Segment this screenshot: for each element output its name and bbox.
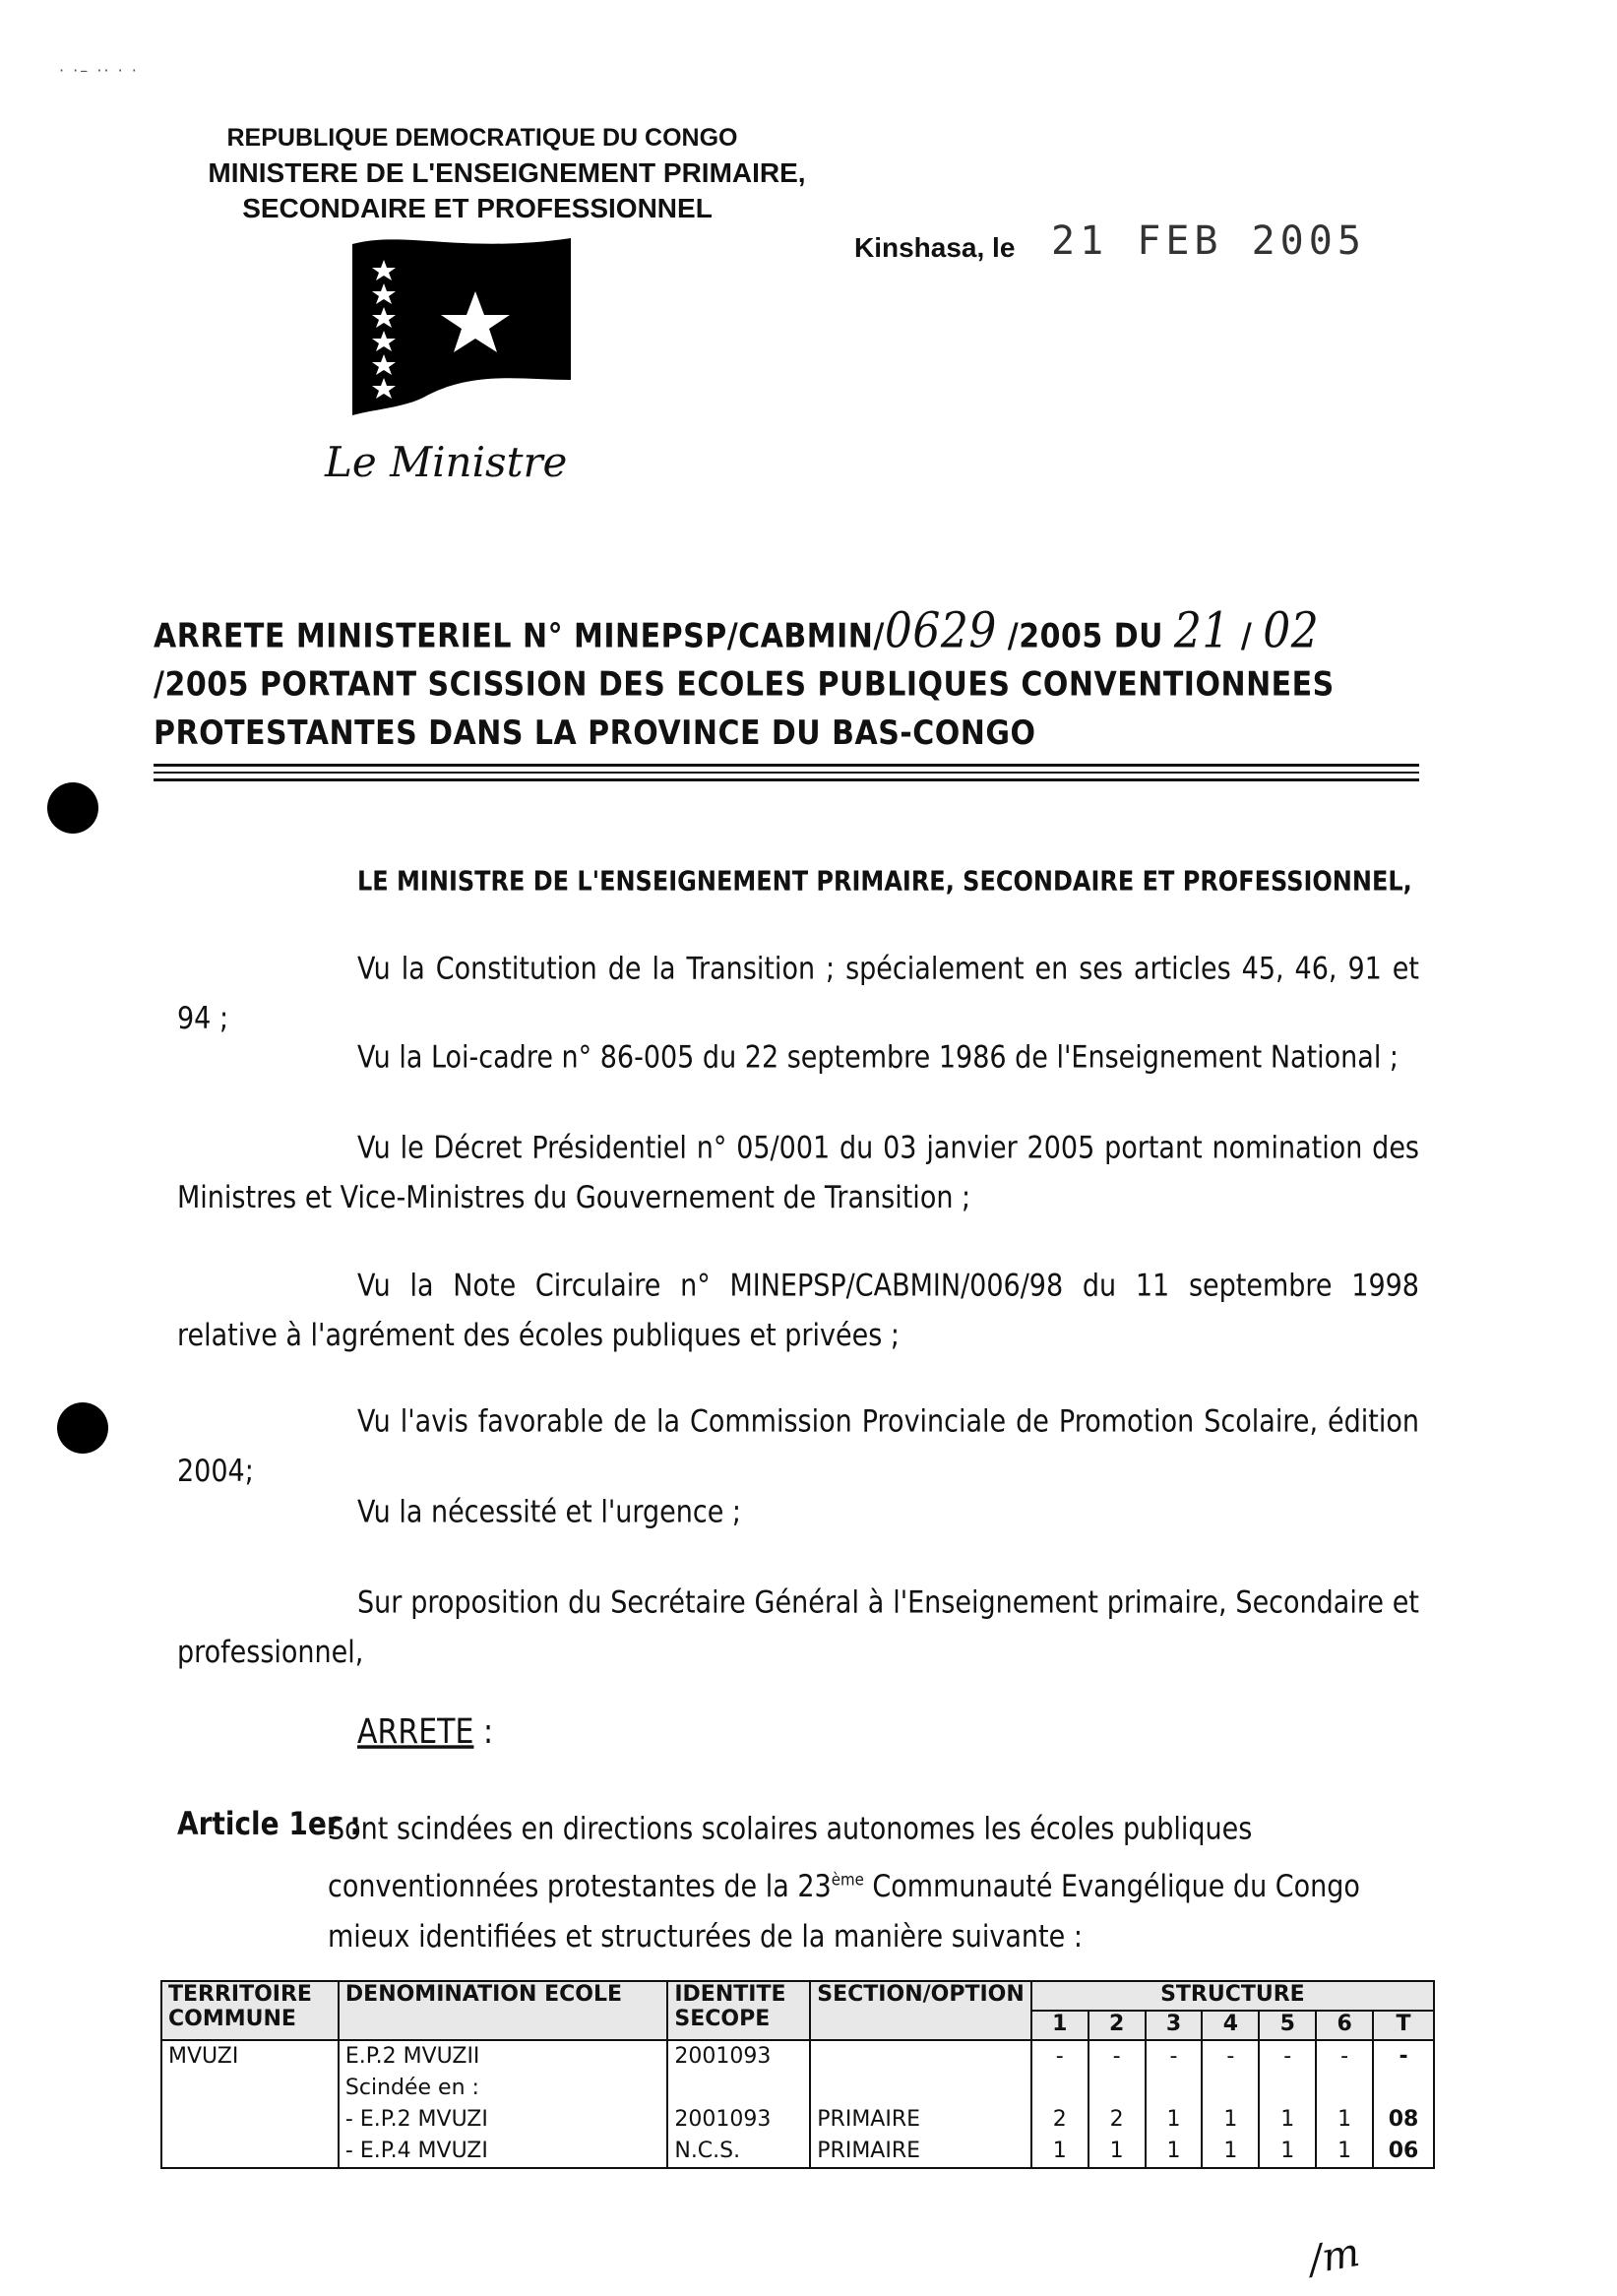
divider-line bbox=[154, 778, 1419, 781]
cell-level bbox=[1146, 2040, 1203, 2168]
col-header-level: 4 bbox=[1202, 2011, 1259, 2040]
table-body bbox=[161, 2040, 1434, 2168]
cell-total bbox=[1373, 2040, 1434, 2168]
col-header-level: 1 bbox=[1031, 2011, 1088, 2040]
cell-level bbox=[1202, 2040, 1259, 2168]
decree-month-handwritten: 02 bbox=[1263, 602, 1320, 659]
cell-section-line bbox=[817, 2041, 1025, 2073]
decree-title bbox=[154, 602, 1423, 758]
header-ministry-cont: SECONDAIRE ET PROFESSIONNEL bbox=[242, 193, 713, 223]
col-header-level: 6 bbox=[1316, 2011, 1373, 2040]
cell-level-line: 1 bbox=[1280, 2107, 1295, 2132]
considerant-4: Vu la Note Circulaire n° MINEPSP/CABMIN/006/98 du 11 septembre 1998 relative à l'agrément des écoles publiques et privées ; bbox=[177, 1268, 1419, 1354]
date-stamp: 21 FEB 2005 bbox=[1051, 218, 1366, 264]
cell-total-line: 06 bbox=[1388, 2139, 1419, 2163]
arrete-colon: : bbox=[473, 1712, 494, 1753]
decree-title-suffix: /2005 PORTANT SCISSION DES ECOLES PUBLIQUES CONVENTIONNEES PROTESTANTES DANS LA PROVINCE DU BAS-CONGO bbox=[154, 665, 1335, 753]
cell-level bbox=[1088, 2040, 1146, 2168]
cell-section-line: PRIMAIRE bbox=[817, 2107, 921, 2132]
decree-title-mid: /2005 DU bbox=[996, 617, 1174, 656]
cell-territoire bbox=[161, 2040, 339, 2168]
cell-level-line: 2 bbox=[1052, 2107, 1067, 2132]
minister-heading: LE MINISTRE DE L'ENSEIGNEMENT PRIMAIRE, SECONDAIRE ET PROFESSIONNEL, bbox=[357, 865, 1412, 898]
cell-identite-line: 2001093 bbox=[674, 2107, 772, 2132]
considerant-1: Vu la Constitution de la Transition ; spécialement en ses articles 45, 46, 91 et 94 ; bbox=[177, 951, 1419, 1037]
cell-identite-line: 2001093 bbox=[674, 2044, 772, 2069]
cell-level-line bbox=[1209, 2073, 1252, 2104]
punch-hole bbox=[57, 1402, 108, 1454]
decree-title-prefix: ARRETE MINISTERIEL N° MINEPSP/CABMIN/ bbox=[154, 617, 885, 656]
header-ministry: MINISTERE DE L'ENSEIGNEMENT PRIMAIRE, bbox=[208, 157, 806, 188]
cell-level-line: - bbox=[1055, 2044, 1064, 2069]
cell-level-line: 1 bbox=[1166, 2139, 1181, 2163]
col-header-identite: IDENTITE SECOPE bbox=[667, 1981, 810, 2040]
cell-level-line: 1 bbox=[1337, 2139, 1352, 2163]
considerant-2: Vu la Loi-cadre n° 86-005 du 22 septembre 1986 de l'Enseignement National ; bbox=[357, 1039, 1399, 1076]
decree-day-handwritten: 21 bbox=[1173, 602, 1230, 659]
cell-denomination-line: - E.P.4 MVUZI bbox=[344, 2139, 488, 2163]
cell-section-line: PRIMAIRE bbox=[817, 2139, 921, 2163]
school-structure-table bbox=[160, 1980, 1435, 2169]
flag-emblem-icon bbox=[344, 232, 576, 419]
cell-level bbox=[1259, 2040, 1316, 2168]
cell-level-line: - bbox=[1226, 2044, 1235, 2069]
considerant-3: Vu le Décret Présidentiel n° 05/001 du 03 janvier 2005 portant nomination des Ministres et Vice-Ministres du Gouvernement de Transition ; bbox=[177, 1130, 1419, 1216]
scan-artifact: · ·– ·· · · bbox=[59, 61, 139, 80]
cell-level-line bbox=[1038, 2073, 1082, 2104]
col-header-level: 3 bbox=[1146, 2011, 1203, 2040]
article-text bbox=[328, 1805, 1420, 1962]
cell-total-line bbox=[1380, 2073, 1427, 2104]
cell-total-line: - bbox=[1399, 2044, 1408, 2069]
punch-hole bbox=[47, 782, 98, 834]
considerant-6: Vu la nécessité et l'urgence ; bbox=[357, 1494, 741, 1530]
cell-level bbox=[1031, 2040, 1088, 2168]
place-label: Kinshasa, le bbox=[854, 232, 1016, 263]
article-text-part2: Communauté Evangélique du Congo mieux identifiées et structurées de la manière suivante : bbox=[328, 1869, 1360, 1955]
article-text-part1: Sont scindées en directions scolaires autonomes les écoles publiques conventionnées protestantes de la 23 bbox=[328, 1811, 1253, 1905]
cell-level-line: 1 bbox=[1166, 2107, 1181, 2132]
cell-level-line: 1 bbox=[1223, 2107, 1238, 2132]
cell-denomination bbox=[339, 2040, 667, 2168]
cell-level-line: 1 bbox=[1223, 2139, 1238, 2163]
proposal-clause: Sur proposition du Secrétaire Général à l'Enseignement primaire, Secondaire et professionnel, bbox=[177, 1584, 1419, 1671]
cell-level-line: - bbox=[1340, 2044, 1349, 2069]
cell-level-line: 2 bbox=[1109, 2107, 1124, 2132]
col-header-level: 5 bbox=[1259, 2011, 1316, 2040]
considerant-5: Vu l'avis favorable de la Commission Provinciale de Promotion Scolaire, édition 2004; bbox=[177, 1403, 1419, 1490]
signatory-title: Le Ministre bbox=[325, 438, 568, 486]
cell-level-line: - bbox=[1169, 2044, 1178, 2069]
cell-level-line: 1 bbox=[1109, 2139, 1124, 2163]
cell-denomination-line: Scindée en : bbox=[344, 2076, 479, 2100]
cell-total-line: 08 bbox=[1388, 2107, 1419, 2132]
arrete-heading bbox=[357, 1712, 493, 1752]
cell-level-line bbox=[1266, 2073, 1309, 2104]
col-header-section: SECTION/OPTION bbox=[810, 1981, 1031, 2040]
arrete-word: ARRETE bbox=[357, 1712, 474, 1753]
cell-section bbox=[810, 2040, 1031, 2168]
handwritten-initials: /m bbox=[1305, 2229, 1364, 2284]
cell-identite bbox=[667, 2040, 810, 2168]
cell-territoire-line: MVUZI bbox=[168, 2044, 239, 2069]
article-label: Article 1er : bbox=[177, 1805, 361, 1842]
col-header-structure: STRUCTURE bbox=[1031, 1981, 1434, 2011]
cell-level-line: 1 bbox=[1280, 2139, 1295, 2163]
divider-line bbox=[154, 764, 1419, 767]
decree-title-sep: / bbox=[1229, 617, 1264, 656]
col-header-denomination: DENOMINATION ECOLE bbox=[339, 1981, 667, 2040]
cell-level bbox=[1316, 2040, 1373, 2168]
cell-identite-line bbox=[674, 2073, 803, 2104]
col-header-territoire: TERRITOIRE COMMUNE bbox=[161, 1981, 339, 2040]
divider-line bbox=[154, 772, 1419, 774]
cell-level-line: - bbox=[1112, 2044, 1121, 2069]
cell-level-line bbox=[1095, 2073, 1139, 2104]
cell-level-line: 1 bbox=[1337, 2107, 1352, 2132]
col-header-total: T bbox=[1373, 2011, 1434, 2040]
cell-denomination-line: - E.P.2 MVUZI bbox=[344, 2107, 488, 2132]
header-republic: REPUBLIQUE DEMOCRATIQUE DU CONGO bbox=[226, 124, 738, 152]
cell-level-line bbox=[1152, 2073, 1196, 2104]
col-header-level: 2 bbox=[1088, 2011, 1146, 2040]
table-row bbox=[161, 2040, 1434, 2168]
article-superscript: ème bbox=[831, 1869, 864, 1891]
cell-level-line bbox=[1323, 2073, 1366, 2104]
cell-section-line bbox=[817, 2073, 1025, 2104]
decree-number-handwritten: 0629 bbox=[884, 602, 997, 659]
cell-level-line: 1 bbox=[1052, 2139, 1067, 2163]
cell-identite-line: N.C.S. bbox=[674, 2139, 741, 2163]
cell-level-line: - bbox=[1283, 2044, 1292, 2069]
cell-denomination-line: E.P.2 MVUZII bbox=[344, 2044, 480, 2069]
